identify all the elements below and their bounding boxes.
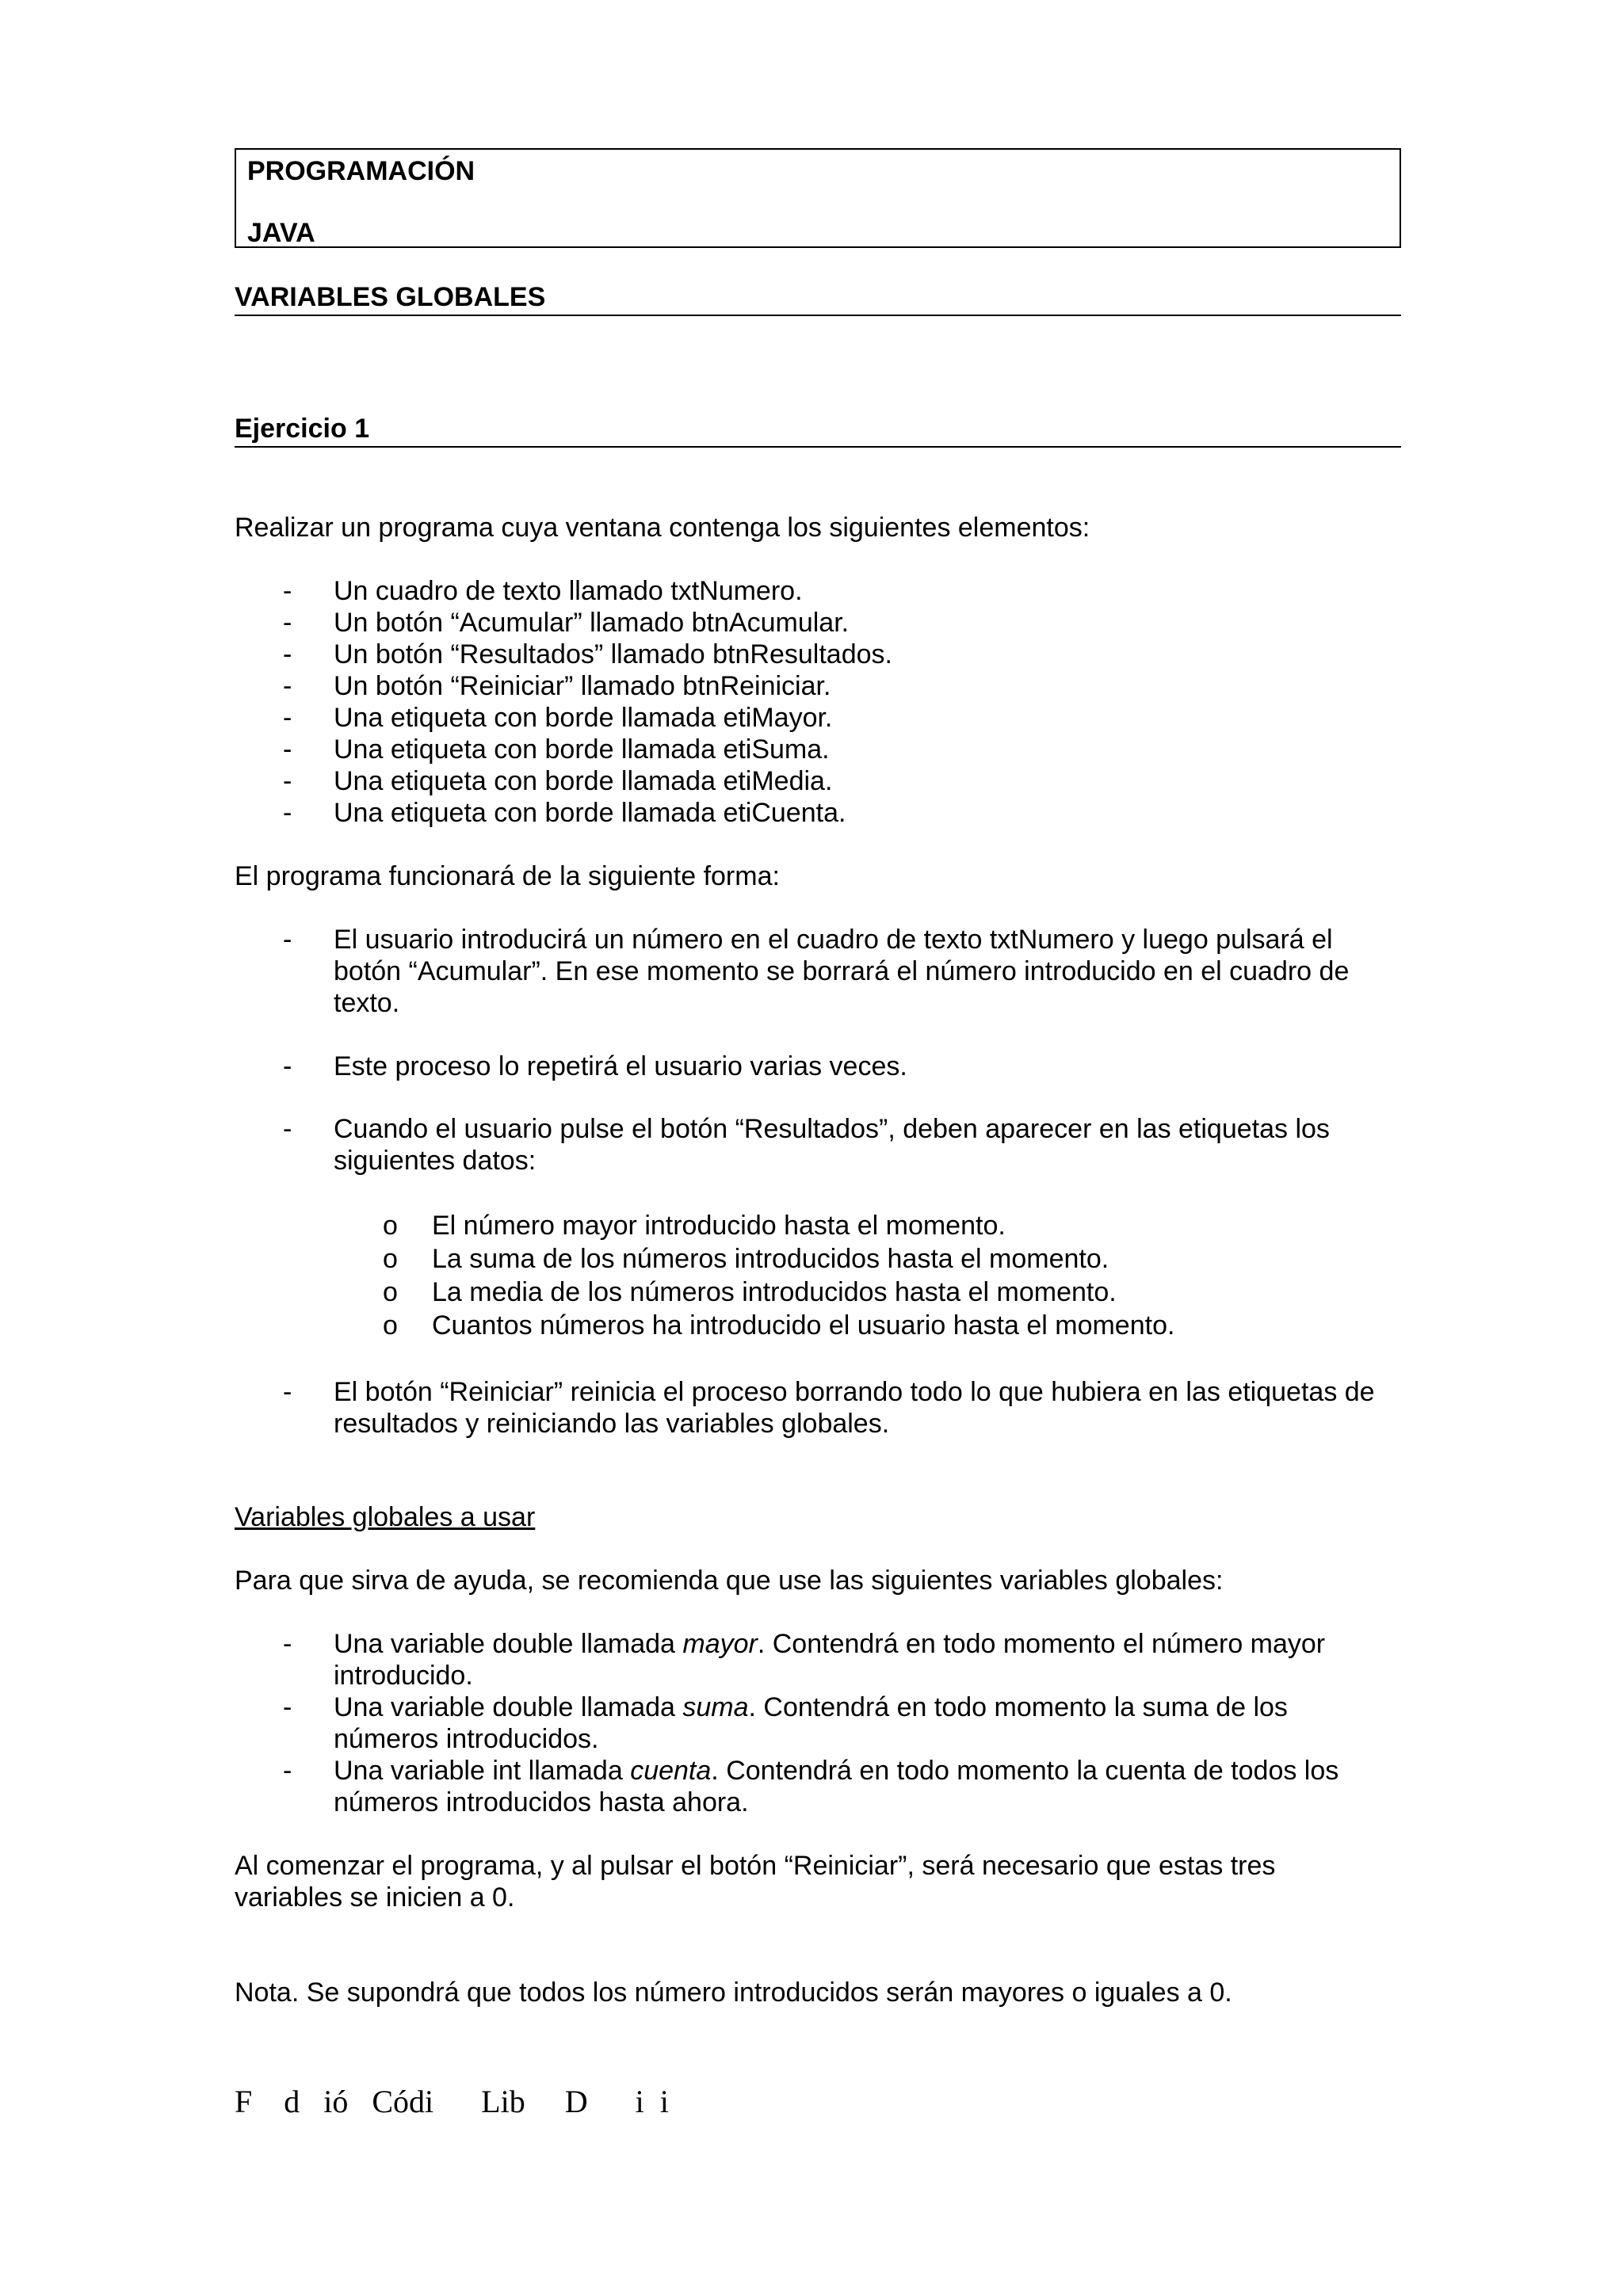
list-item: Una etiqueta con borde llamada etiCuenta. bbox=[334, 798, 846, 828]
list-bullet: - bbox=[283, 1756, 292, 1786]
step-line: Este proceso lo repetirá el usuario varias veces. bbox=[334, 1051, 907, 1081]
list-bullet: - bbox=[283, 608, 292, 638]
sublist-item: Cuantos números ha introducido el usuario hasta el momento. bbox=[432, 1310, 1175, 1341]
list-item: Una etiqueta con borde llamada etiSuma. bbox=[334, 734, 830, 765]
step-line: Cuando el usuario pulse el botón “Resultados”, deben aparecer en las etiquetas los bbox=[334, 1114, 1330, 1144]
list-bullet: - bbox=[283, 671, 292, 701]
var-name: cuenta bbox=[630, 1756, 712, 1786]
header-box bbox=[235, 148, 1401, 248]
note-paragraph: Nota. Se supondrá que todos los número introducidos serán mayores o iguales a 0. bbox=[235, 1978, 1232, 2008]
header-subject: PROGRAMACIÓN bbox=[247, 156, 475, 186]
var-line-cont: números introducidos hasta ahora. bbox=[334, 1787, 749, 1817]
closing-line: Al comenzar el programa, y al pulsar el botón “Reiniciar”, será necesario que estas tres bbox=[235, 1851, 1276, 1881]
var-name: suma bbox=[682, 1692, 749, 1722]
list-item: Una etiqueta con borde llamada etiMayor. bbox=[334, 703, 833, 733]
var-line-cont: introducido. bbox=[334, 1661, 473, 1691]
vars-heading: Variables globales a usar bbox=[235, 1502, 536, 1532]
var-line: Una variable double llamada mayor. Contendrá en todo momento el número mayor bbox=[334, 1629, 1326, 1659]
step-line: texto. bbox=[334, 988, 400, 1018]
list-item: Un botón “Acumular” llamado btnAcumular. bbox=[334, 608, 850, 638]
list-item: Un cuadro de texto llamado txtNumero. bbox=[334, 576, 803, 606]
footer-text: F d ió Códi Lib D i i bbox=[235, 2084, 669, 2119]
var-name: mayor bbox=[682, 1629, 758, 1659]
list-bullet: - bbox=[283, 639, 292, 669]
step-line: botón “Acumular”. En ese momento se borrará el número introducido en el cuadro de bbox=[334, 956, 1350, 986]
list-bullet: - bbox=[283, 1051, 292, 1081]
var-line: Una variable double llamada suma. Contendrá en todo momento la suma de los bbox=[334, 1692, 1288, 1722]
section-title: VARIABLES GLOBALES bbox=[235, 281, 1401, 316]
list-bullet: - bbox=[283, 734, 292, 765]
vars-intro: Para que sirva de ayuda, se recomienda que use las siguientes variables globales: bbox=[235, 1566, 1224, 1596]
list-bullet: - bbox=[283, 703, 292, 733]
intro-paragraph: Realizar un programa cuya ventana contenga los siguientes elementos: bbox=[235, 513, 1090, 543]
step-line: El usuario introducirá un número en el cuadro de texto txtNumero y luego pulsará el bbox=[334, 925, 1333, 955]
sublist-item: El número mayor introducido hasta el momento. bbox=[432, 1211, 1006, 1241]
list-bullet: - bbox=[283, 1114, 292, 1144]
sublist-item: La suma de los números introducidos hasta el momento. bbox=[432, 1244, 1109, 1274]
step-line: El botón “Reiniciar” reinicia el proceso borrando todo lo que hubiera en las etiquetas de bbox=[334, 1377, 1375, 1407]
list-item: Un botón “Reiniciar” llamado btnReiniciar. bbox=[334, 671, 831, 701]
function-intro: El programa funcionará de la siguiente forma: bbox=[235, 861, 780, 891]
list-bullet: - bbox=[283, 576, 292, 606]
header-language: JAVA bbox=[247, 218, 315, 248]
list-item: Un botón “Resultados” llamado btnResultados. bbox=[334, 639, 892, 669]
sublist-bullet: o bbox=[383, 1277, 398, 1307]
list-bullet: - bbox=[283, 766, 292, 796]
list-bullet: - bbox=[283, 798, 292, 828]
var-line-cont: números introducidos. bbox=[334, 1724, 599, 1754]
list-bullet: - bbox=[283, 925, 292, 955]
var-line: Una variable int llamada cuenta. Contendrá en todo momento la cuenta de todos los bbox=[334, 1756, 1339, 1786]
list-bullet: - bbox=[283, 1692, 292, 1722]
sublist-bullet: o bbox=[383, 1211, 398, 1241]
step-line: siguientes datos: bbox=[334, 1146, 537, 1176]
closing-line: variables se inicien a 0. bbox=[235, 1882, 515, 1913]
list-bullet: - bbox=[283, 1377, 292, 1407]
list-bullet: - bbox=[283, 1629, 292, 1659]
step-line: resultados y reiniciando las variables globales. bbox=[334, 1409, 890, 1439]
sublist-bullet: o bbox=[383, 1310, 398, 1341]
sublist-bullet: o bbox=[383, 1244, 398, 1274]
exercise-title: Ejercicio 1 bbox=[235, 413, 1401, 448]
sublist-item: La media de los números introducidos hasta el momento. bbox=[432, 1277, 1117, 1307]
list-item: Una etiqueta con borde llamada etiMedia. bbox=[334, 766, 833, 796]
